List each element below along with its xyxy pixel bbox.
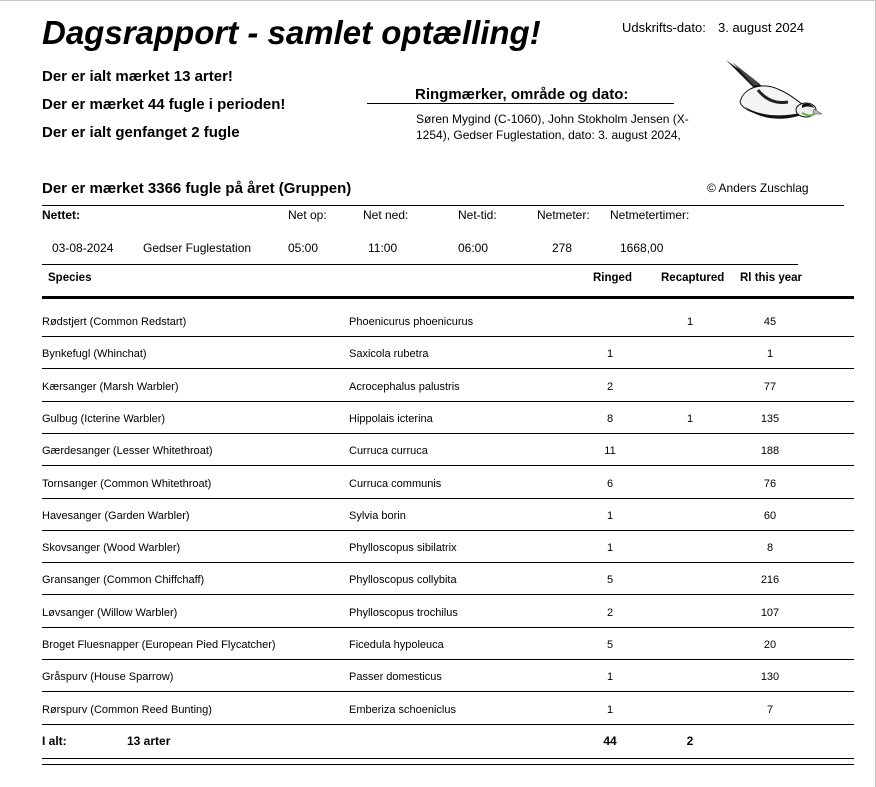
- net-tid-value: 06:00: [458, 241, 489, 255]
- ringed-count: 1: [606, 348, 614, 361]
- table-header-rule: [42, 296, 854, 299]
- species-name: Gærdesanger (Lesser Whitethroat): [42, 445, 213, 458]
- rl-this-year: 60: [763, 509, 777, 522]
- rl-column-header: Rl this year: [740, 272, 802, 284]
- ringed-count: 1: [606, 671, 614, 684]
- species-column-header: Species: [48, 272, 92, 284]
- recaptured-count: 1: [686, 316, 694, 328]
- ringed-count: 2: [606, 380, 614, 393]
- species-name: Kærsanger (Marsh Warbler): [42, 380, 179, 393]
- netmetertimer-header: Netmetertimer:: [610, 208, 690, 222]
- rl-this-year: 45: [763, 316, 777, 328]
- latin-name: Curruca curruca: [349, 445, 428, 458]
- table-row: [42, 627, 854, 660]
- latin-name: Ficedula hypoleuca: [349, 639, 444, 651]
- rl-this-year: 8: [766, 542, 774, 555]
- net-tid-header: Net-tid:: [458, 208, 497, 222]
- table-row: [42, 466, 854, 499]
- ringers-heading: Ringmærker, område og dato:: [415, 86, 629, 103]
- ringed-count: 6: [606, 477, 614, 490]
- species-name: Havesanger (Garden Warbler): [42, 509, 190, 522]
- latin-name: Saxicola rubetra: [349, 348, 429, 361]
- table-row: [42, 692, 854, 725]
- footer-rule-2: [42, 764, 854, 765]
- net-ned-header: Net ned:: [363, 208, 409, 222]
- ringers-underline: [367, 103, 674, 104]
- total-species-count: 13 arter: [127, 734, 171, 748]
- ringed-column-header: Ringed: [593, 272, 632, 284]
- table-row: [42, 304, 854, 337]
- latin-name: Emberiza schoeniclus: [349, 703, 456, 716]
- table-row: [42, 401, 854, 434]
- total-label: I alt:: [42, 734, 67, 748]
- species-name: Gråspurv (House Sparrow): [42, 671, 174, 684]
- ringed-count: 1: [606, 509, 614, 522]
- rl-this-year: 20: [763, 639, 777, 651]
- latin-name: Curruca communis: [349, 477, 442, 490]
- latin-name: Acrocephalus palustris: [349, 380, 460, 393]
- netmeter-header: Netmeter:: [537, 208, 590, 222]
- net-op-value: 05:00: [288, 241, 319, 255]
- ringed-count: 5: [606, 574, 614, 587]
- species-name: Rørspurv (Common Reed Bunting): [42, 703, 212, 716]
- table-row: [42, 369, 854, 402]
- rl-this-year: 77: [763, 380, 777, 393]
- latin-name: Phylloscopus collybita: [349, 574, 457, 587]
- summary-recaptured: Der er ialt genfanget 2 fugle: [42, 124, 240, 141]
- rl-this-year: 76: [763, 477, 777, 490]
- table-row: [42, 530, 854, 563]
- species-name: Bynkefugl (Whinchat): [42, 348, 147, 361]
- net-op-header: Net op:: [288, 208, 327, 222]
- rl-this-year: 1: [766, 348, 774, 361]
- latin-name: Phoenicurus phoenicurus: [349, 316, 474, 328]
- recaptured-count: 1: [686, 412, 694, 425]
- page-border-top: [0, 0, 876, 1]
- table-row: [42, 336, 854, 369]
- species-name: Løvsanger (Willow Warbler): [42, 606, 178, 619]
- species-name: Broget Fluesnapper (European Pied Flycatcher): [42, 639, 276, 651]
- table-row: [42, 659, 854, 692]
- ringed-count: 1: [606, 542, 614, 555]
- report-title: Dagsrapport - samlet optælling!: [42, 14, 541, 51]
- latin-name: Phylloscopus trochilus: [349, 606, 458, 619]
- summary-ringed: Der er mærket 44 fugle i perioden!: [42, 96, 286, 113]
- species-name: Gulbug (Icterine Warbler): [42, 412, 166, 425]
- print-date: 3. august 2024: [718, 20, 805, 35]
- copyright: © Anders Zuschlag: [707, 181, 809, 195]
- table-row: [42, 498, 854, 531]
- species-name: Rødstjert (Common Redstart): [42, 316, 187, 328]
- ringed-count: 8: [606, 412, 614, 425]
- rl-this-year: 216: [760, 574, 780, 587]
- ringed-count: 1: [606, 703, 614, 716]
- species-name: Tornsanger (Common Whitethroat): [42, 477, 212, 490]
- net-ned-value: 11:00: [368, 241, 398, 255]
- ringed-count: 11: [604, 445, 616, 458]
- latin-name: Passer domesticus: [349, 671, 442, 684]
- netmetertimer-value: 1668,00: [620, 241, 664, 255]
- species-name: Skovsanger (Wood Warbler): [42, 542, 181, 555]
- rl-this-year: 107: [760, 606, 780, 619]
- rl-this-year: 130: [760, 671, 780, 684]
- rl-this-year: 135: [760, 412, 780, 425]
- total-ringed: 44: [603, 734, 617, 748]
- footer-rule-1: [42, 758, 854, 759]
- species-name: Gransanger (Common Chiffchaff): [42, 574, 205, 587]
- net-divider-top: [42, 205, 844, 206]
- total-recaptured: 2: [686, 734, 694, 748]
- ringed-count: 5: [606, 639, 614, 651]
- net-divider-bottom: [42, 264, 798, 265]
- net-label: Nettet:: [42, 208, 80, 222]
- netmeter-value: 278: [552, 241, 573, 255]
- latin-name: Phylloscopus sibilatrix: [349, 542, 457, 555]
- recaptured-column-header: Recaptured: [661, 272, 725, 284]
- year-total: Der er mærket 3366 fugle på året (Gruppen): [42, 180, 352, 197]
- ringed-count: 2: [606, 606, 614, 619]
- net-date: 03-08-2024: [52, 241, 114, 255]
- rl-this-year: 188: [760, 445, 780, 458]
- latin-name: Sylvia borin: [349, 509, 406, 522]
- eider-duck-icon: [718, 56, 822, 128]
- rl-this-year: 7: [766, 703, 774, 716]
- summary-species: Der er ialt mærket 13 arter!: [42, 68, 233, 85]
- print-date-label: Udskrifts-dato:: [622, 20, 706, 35]
- latin-name: Hippolais icterina: [349, 412, 433, 425]
- net-location: Gedser Fuglestation: [143, 241, 252, 255]
- table-row: [42, 433, 854, 466]
- table-row: [42, 595, 854, 628]
- ringers-text: Søren Mygind (C-1060), John Stokholm Jensen (X-1254), Gedser Fuglestation, dato: 3. august 2024,: [416, 112, 689, 142]
- table-row: [42, 562, 854, 595]
